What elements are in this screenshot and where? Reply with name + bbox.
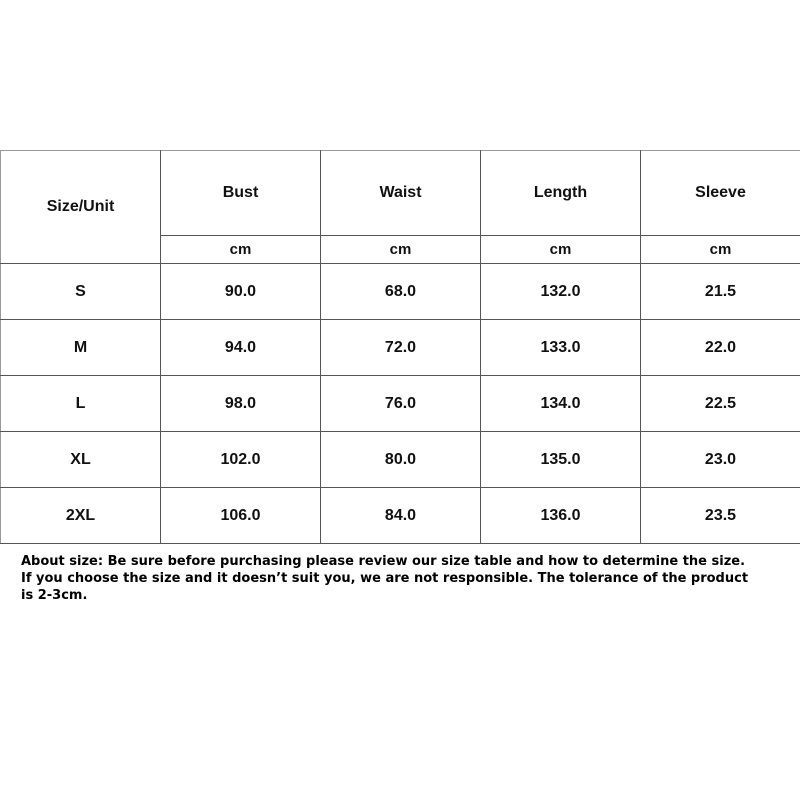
table-cell: 135.0 <box>481 432 641 488</box>
note-line: About size: Be sure before purchasing please review our size table and how to determine the size. <box>21 554 746 569</box>
table-cell: 136.0 <box>481 488 641 544</box>
table-cell: 106.0 <box>161 488 321 544</box>
table-cell: 102.0 <box>161 432 321 488</box>
table-cell: 134.0 <box>481 376 641 432</box>
unit-cell: cm <box>641 236 800 264</box>
table-cell: 68.0 <box>321 264 481 320</box>
note-line: If you choose the size and it doesn’t suit you, we are not responsible. The tolerance of the product <box>21 571 749 586</box>
column-header-waist: Waist <box>321 151 481 236</box>
table-cell: 90.0 <box>161 264 321 320</box>
size-label-cell: XL <box>1 432 161 488</box>
note-line: is 2-3cm. <box>21 588 88 603</box>
size-label-cell: S <box>1 264 161 320</box>
table-cell: 22.0 <box>641 320 800 376</box>
column-header-sleeve: Sleeve <box>641 151 800 236</box>
table-cell: 72.0 <box>321 320 481 376</box>
table-row <box>1 320 800 376</box>
corner-header-cell: Size/Unit <box>1 151 161 264</box>
size-label-cell: 2XL <box>1 488 161 544</box>
table-cell: 133.0 <box>481 320 641 376</box>
table-cell: 94.0 <box>161 320 321 376</box>
table-cell: 98.0 <box>161 376 321 432</box>
table-row <box>1 488 800 544</box>
table-cell: 84.0 <box>321 488 481 544</box>
size-label-cell: L <box>1 376 161 432</box>
column-header-bust: Bust <box>161 151 321 236</box>
table-row <box>1 376 800 432</box>
table-row <box>1 264 800 320</box>
table-cell: 21.5 <box>641 264 800 320</box>
unit-cell: cm <box>161 236 321 264</box>
table-cell: 23.0 <box>641 432 800 488</box>
unit-cell: cm <box>481 236 641 264</box>
table-cell: 132.0 <box>481 264 641 320</box>
table-header-row <box>1 151 800 236</box>
table-row <box>1 432 800 488</box>
size-label-cell: M <box>1 320 161 376</box>
size-disclaimer-note <box>21 553 791 604</box>
column-header-length: Length <box>481 151 641 236</box>
size-chart-table <box>0 150 800 544</box>
table-cell: 80.0 <box>321 432 481 488</box>
table-cell: 23.5 <box>641 488 800 544</box>
unit-cell: cm <box>321 236 481 264</box>
table-cell: 76.0 <box>321 376 481 432</box>
table-cell: 22.5 <box>641 376 800 432</box>
